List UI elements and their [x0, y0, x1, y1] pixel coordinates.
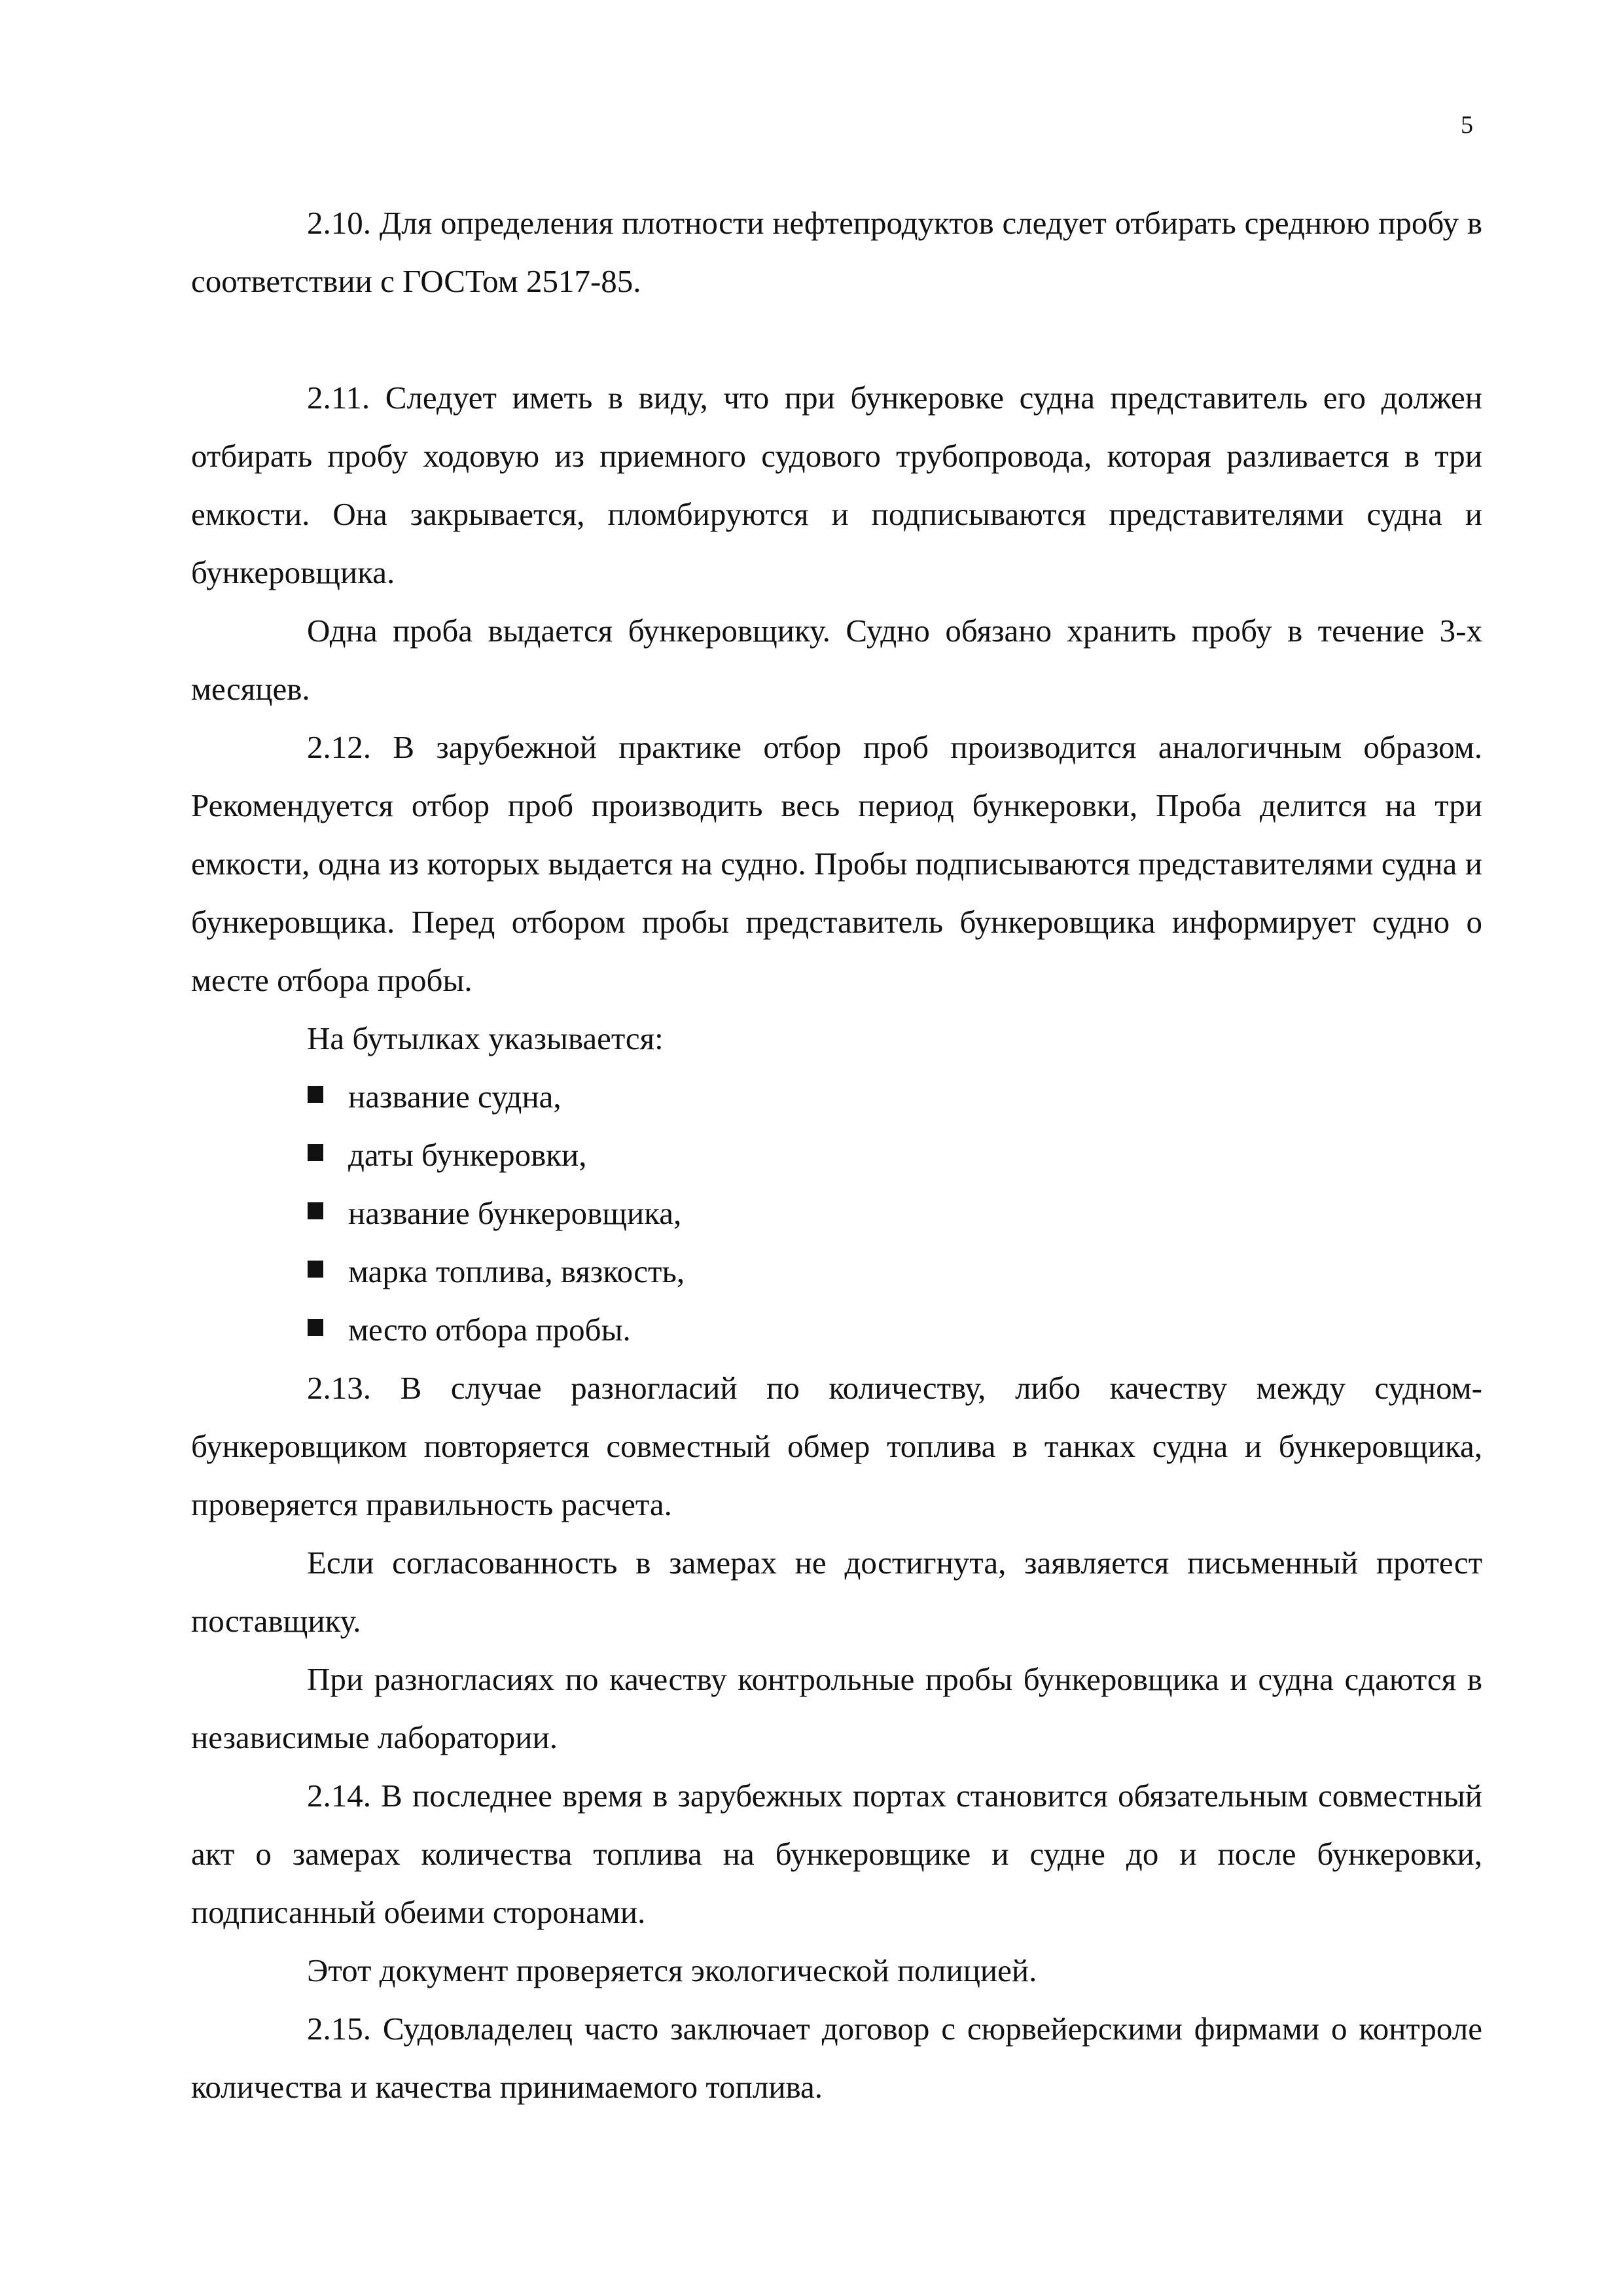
paragraph-2-14-police: Этот документ проверяется экологической полицией. [307, 1952, 1037, 1988]
square-bullet-icon [308, 1319, 323, 1336]
paragraph-2-13-quality: При разногласиях по качеству контрольные пробы бункеровщика и судна сдаются в независимые лаборатории. [191, 1661, 1482, 1755]
paragraph-2-13-protest: Если согласованность в замерах не достигнута, заявляется письменный протест поставщику. [191, 1545, 1482, 1639]
list-item [191, 1184, 1482, 1242]
paragraph-2-15: 2.15. Судовладелец часто заключает договор с сюрвейерскими фирмами о контроле количества и качества принимаемого топлива. [191, 2011, 1482, 2105]
square-bullet-icon [308, 1144, 323, 1161]
square-bullet-icon [308, 1261, 323, 1278]
list-item-text: место отбора пробы. [348, 1312, 631, 1348]
list-item-text: марка топлива, вязкость, [348, 1253, 685, 1289]
list-item [191, 1300, 1482, 1359]
page-number: 5 [1461, 111, 1473, 139]
bottles-intro: На бутылках указывается: [307, 1020, 664, 1056]
paragraph-2-14: 2.14. В последнее время в зарубежных портах становится обязательным совместный акт о замерах количества топлива на бункеровщике и судне до и после бункеровки, подписанный обеими сторонами. [191, 1778, 1482, 1930]
list-item [191, 1067, 1482, 1126]
list-item-text: даты бункеровки, [348, 1137, 587, 1173]
list-item-text: название бункеровщика, [348, 1195, 682, 1231]
paragraph-2-11: 2.11. Следует иметь в виду, что при бункеровке судна представитель его должен отбирать пробу ходовую из приемного судового трубопровода, которая разливается в три емкости. Она закрывается, пломбируются и подписываются представителями судна и бункеровщика. [191, 380, 1482, 590]
list-item [191, 1242, 1482, 1300]
paragraph-2-11-sample: Одна проба выдается бункеровщику. Судно обязано хранить пробу в течение 3-х месяцев. [191, 613, 1482, 707]
square-bullet-icon [308, 1086, 323, 1103]
square-bullet-icon [308, 1202, 323, 1219]
list-item [191, 1126, 1482, 1184]
paragraph-2-13: 2.13. В случае разногласий по количеству, либо качеству между судном-бункеровщиком повторяется совместный обмер топлива в танках судна и бункеровщика, проверяется правильность расчета. [191, 1370, 1482, 1522]
paragraph-2-10: 2.10. Для определения плотности нефтепродуктов следует отбирать среднюю пробу в соответствии с ГОСТом 2517-85. [191, 205, 1482, 299]
bottle-label-list [191, 1067, 1482, 1359]
list-item-text: название судна, [348, 1079, 562, 1115]
paragraph-2-12: 2.12. В зарубежной практике отбор проб производится аналогичным образом. Рекомендуется отбор проб производить весь период бункеровки, Проба делится на три емкости, одна из которых выдается на судно. Пробы подписываются представителями судна и бункеровщика. Перед отбором пробы представитель бункеровщика информирует судно о месте отбора пробы. [191, 729, 1482, 998]
document-body [191, 194, 1482, 2116]
